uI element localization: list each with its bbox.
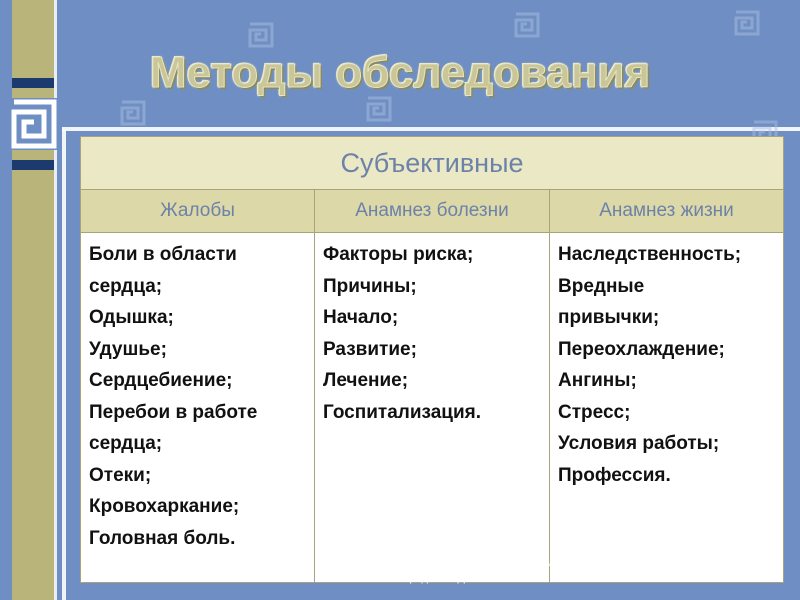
greek-key-icon — [734, 10, 760, 36]
list-item: Причины; — [323, 275, 417, 297]
slide-title: Методы обследования — [149, 48, 651, 97]
list-item: Лечение; — [323, 370, 409, 391]
column-header-complaints: Жалобы — [81, 190, 315, 233]
footer-credit — [300, 556, 600, 586]
list-item: Удушье; — [89, 338, 167, 360]
greek-key-icon — [120, 100, 146, 126]
table-header: Субъективные — [81, 137, 784, 190]
cell-complaints — [81, 233, 315, 583]
list-item: Перебои в работе — [89, 401, 258, 423]
list-item: Боли в области — [89, 244, 237, 265]
list-item: Отеки; — [89, 464, 152, 486]
list-item: Стресс; — [558, 401, 631, 423]
list-item: Ангины; — [558, 370, 637, 391]
decorative-line — [62, 127, 800, 131]
decorative-band — [12, 160, 54, 170]
list-item: сердца; — [89, 433, 163, 454]
list-item: Условия работы; — [558, 433, 720, 454]
footer-line: "Зеленоградский" Денюшева Э.К. — [364, 572, 536, 584]
column-header-life-history: Анамнез жизни — [550, 190, 784, 233]
list-item: Факторы риска; — [323, 244, 474, 265]
greek-key-icon — [10, 98, 58, 150]
list-item: Переохлаждение; — [558, 338, 725, 360]
list-item: Начало; — [323, 307, 399, 328]
list-item: сердца; — [89, 275, 163, 297]
greek-key-icon — [248, 22, 274, 48]
list-item: Головная боль. — [89, 527, 236, 549]
decorative-line — [62, 130, 66, 600]
cell-life-history — [550, 233, 784, 583]
list-item: Госпитализация. — [323, 401, 482, 423]
list-item: привычки; — [558, 307, 660, 328]
footer-line: Преподаватель терапии МК № 7 филиал — [345, 557, 555, 569]
list-item: Одышка; — [89, 307, 174, 328]
list-item: Развитие; — [323, 338, 417, 360]
cell-disease-history — [315, 233, 550, 583]
list-item: Наследственность; — [558, 244, 742, 265]
list-item: Кровохаркание; — [89, 496, 240, 517]
greek-key-icon — [366, 96, 392, 122]
column-header-disease-history: Анамнез болезни — [315, 190, 550, 233]
greek-key-icon — [514, 12, 540, 38]
list-item: Вредные — [558, 275, 645, 297]
list-item: Профессия. — [558, 464, 671, 486]
list-item: Сердцебиение; — [89, 370, 233, 391]
examination-table — [80, 136, 783, 583]
